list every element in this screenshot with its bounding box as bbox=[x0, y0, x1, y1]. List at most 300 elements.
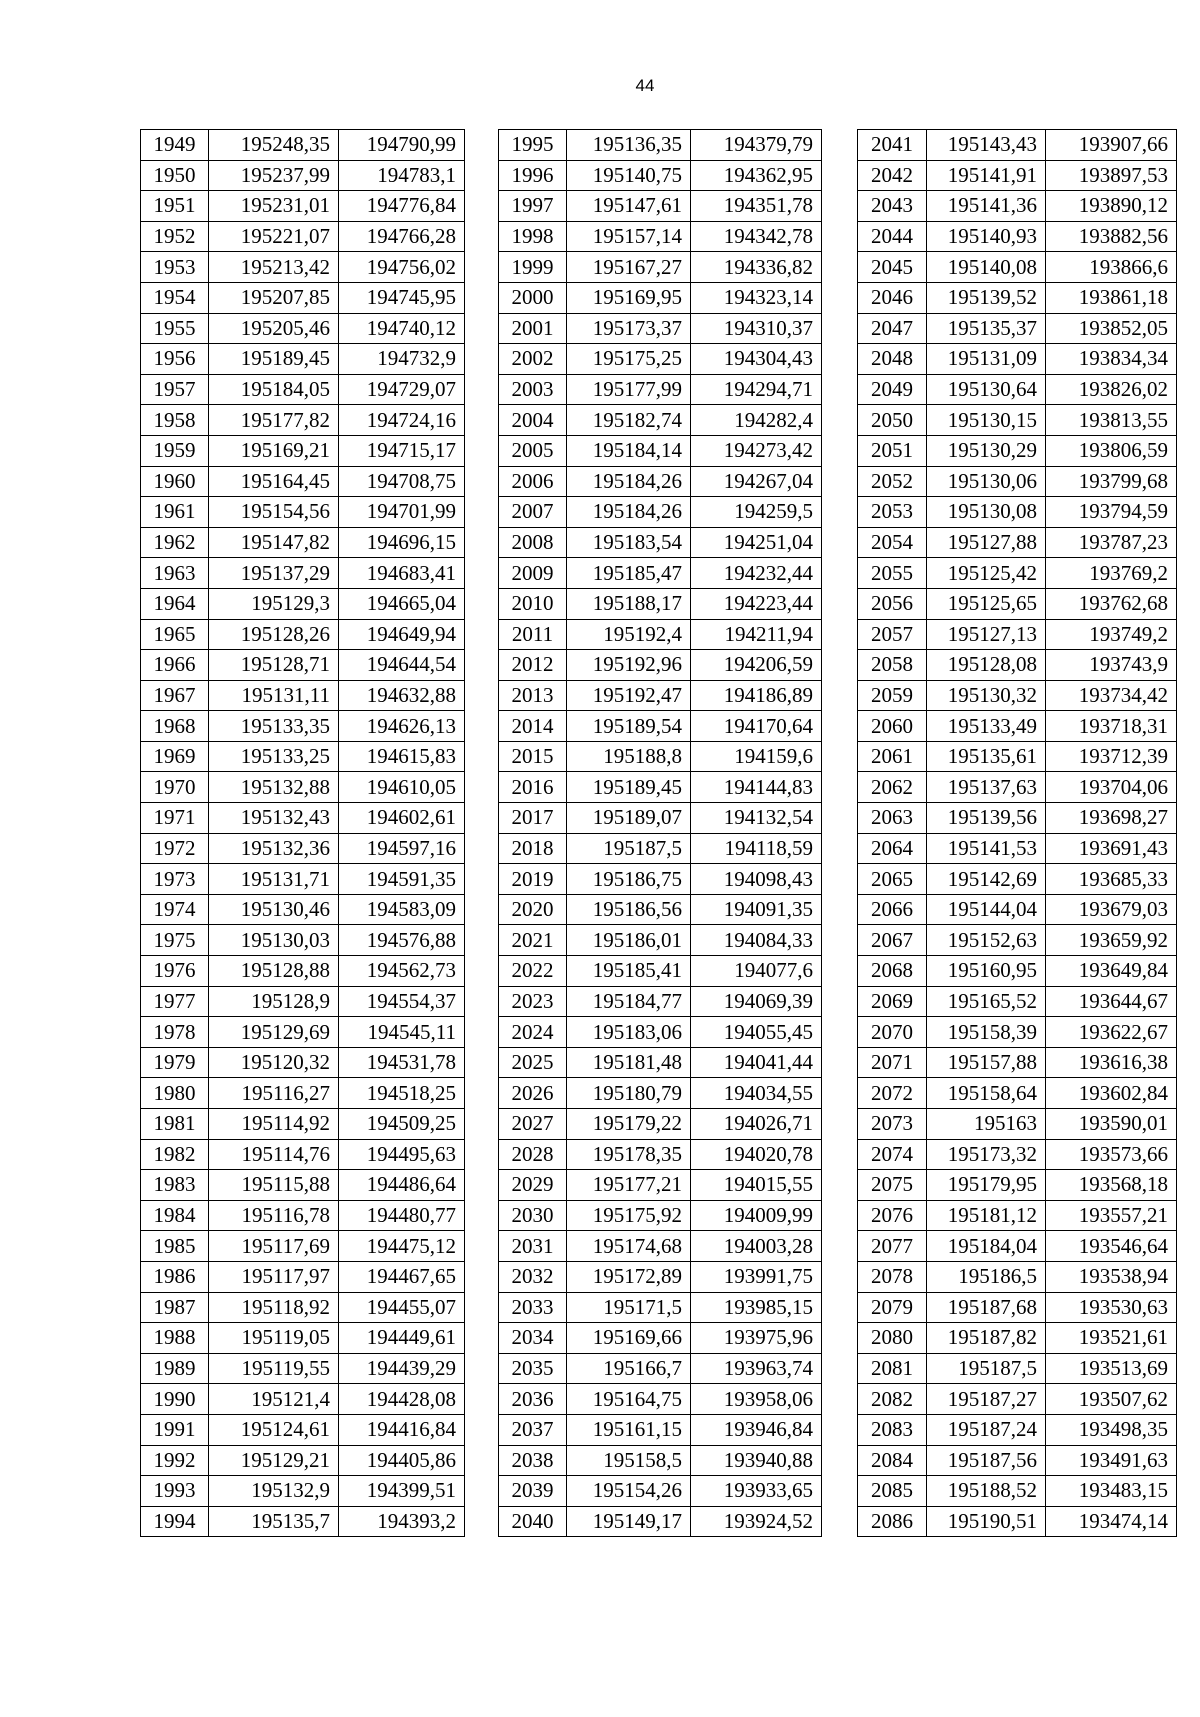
value-cell-1: 195133,49 bbox=[927, 711, 1046, 742]
value-cell-2: 193698,27 bbox=[1046, 803, 1177, 834]
value-cell-1: 195174,68 bbox=[567, 1231, 691, 1262]
table-row bbox=[141, 833, 465, 864]
value-cell-2: 194790,99 bbox=[339, 130, 465, 161]
year-cell: 2067 bbox=[858, 925, 927, 956]
value-cell-1: 195187,68 bbox=[927, 1292, 1046, 1323]
table-row bbox=[499, 1078, 822, 1109]
table-row bbox=[141, 1231, 465, 1262]
table-row bbox=[499, 1200, 822, 1231]
year-cell: 1997 bbox=[499, 191, 567, 222]
year-cell: 2010 bbox=[499, 588, 567, 619]
year-cell: 1972 bbox=[141, 833, 209, 864]
table-row bbox=[499, 1017, 822, 1048]
table-row bbox=[858, 160, 1177, 191]
table-row bbox=[141, 497, 465, 528]
table-row bbox=[858, 894, 1177, 925]
value-cell-1: 195192,96 bbox=[567, 650, 691, 681]
data-table-3 bbox=[857, 129, 1177, 1537]
year-cell: 2066 bbox=[858, 894, 927, 925]
value-cell-1: 195189,45 bbox=[567, 772, 691, 803]
value-cell-2: 193813,55 bbox=[1046, 405, 1177, 436]
year-cell: 2013 bbox=[499, 680, 567, 711]
table-row bbox=[858, 1139, 1177, 1170]
table-row bbox=[499, 130, 822, 161]
year-cell: 2031 bbox=[499, 1231, 567, 1262]
value-cell-1: 195128,9 bbox=[209, 986, 339, 1017]
value-cell-2: 194098,43 bbox=[691, 864, 822, 895]
table-row bbox=[858, 130, 1177, 161]
value-cell-1: 195137,63 bbox=[927, 772, 1046, 803]
value-cell-2: 194597,16 bbox=[339, 833, 465, 864]
value-cell-1: 195127,13 bbox=[927, 619, 1046, 650]
year-cell: 2008 bbox=[499, 527, 567, 558]
value-cell-2: 194020,78 bbox=[691, 1139, 822, 1170]
table-row bbox=[141, 1292, 465, 1323]
year-cell: 1969 bbox=[141, 741, 209, 772]
table-row bbox=[858, 405, 1177, 436]
year-cell: 2003 bbox=[499, 374, 567, 405]
table-row bbox=[858, 1292, 1177, 1323]
year-cell: 1963 bbox=[141, 558, 209, 589]
year-cell: 2004 bbox=[499, 405, 567, 436]
value-cell-1: 195115,88 bbox=[209, 1170, 339, 1201]
year-cell: 2035 bbox=[499, 1353, 567, 1384]
value-cell-1: 195130,64 bbox=[927, 374, 1046, 405]
year-cell: 1998 bbox=[499, 221, 567, 252]
table-row bbox=[141, 130, 465, 161]
value-cell-2: 194740,12 bbox=[339, 313, 465, 344]
value-cell-1: 195135,37 bbox=[927, 313, 1046, 344]
year-cell: 1960 bbox=[141, 466, 209, 497]
value-cell-2: 194026,71 bbox=[691, 1109, 822, 1140]
value-cell-1: 195248,35 bbox=[209, 130, 339, 161]
year-cell: 2038 bbox=[499, 1445, 567, 1476]
value-cell-2: 193749,2 bbox=[1046, 619, 1177, 650]
year-cell: 1955 bbox=[141, 313, 209, 344]
value-cell-2: 193852,05 bbox=[1046, 313, 1177, 344]
table-row bbox=[499, 1292, 822, 1323]
value-cell-1: 195165,52 bbox=[927, 986, 1046, 1017]
value-cell-2: 194615,83 bbox=[339, 741, 465, 772]
value-cell-2: 194186,89 bbox=[691, 680, 822, 711]
value-cell-2: 193963,74 bbox=[691, 1353, 822, 1384]
value-cell-1: 195147,61 bbox=[567, 191, 691, 222]
value-cell-2: 193538,94 bbox=[1046, 1261, 1177, 1292]
table-row bbox=[141, 344, 465, 375]
value-cell-2: 194449,61 bbox=[339, 1323, 465, 1354]
table-row bbox=[858, 1323, 1177, 1354]
year-cell: 2079 bbox=[858, 1292, 927, 1323]
table-row bbox=[858, 956, 1177, 987]
value-cell-2: 194644,54 bbox=[339, 650, 465, 681]
table-row bbox=[141, 1139, 465, 1170]
year-cell: 2007 bbox=[499, 497, 567, 528]
value-cell-2: 194041,44 bbox=[691, 1047, 822, 1078]
value-cell-1: 195129,69 bbox=[209, 1017, 339, 1048]
table-row bbox=[499, 1476, 822, 1507]
value-cell-2: 194576,88 bbox=[339, 925, 465, 956]
year-cell: 1982 bbox=[141, 1139, 209, 1170]
value-cell-2: 193985,15 bbox=[691, 1292, 822, 1323]
value-cell-1: 195130,46 bbox=[209, 894, 339, 925]
value-cell-2: 193622,67 bbox=[1046, 1017, 1177, 1048]
year-cell: 2023 bbox=[499, 986, 567, 1017]
table-row bbox=[499, 1506, 822, 1537]
year-cell: 2063 bbox=[858, 803, 927, 834]
value-cell-2: 194223,44 bbox=[691, 588, 822, 619]
value-cell-1: 195173,32 bbox=[927, 1139, 1046, 1170]
year-cell: 2002 bbox=[499, 344, 567, 375]
value-cell-2: 194351,78 bbox=[691, 191, 822, 222]
value-cell-1: 195125,65 bbox=[927, 588, 1046, 619]
year-cell: 2050 bbox=[858, 405, 927, 436]
value-cell-2: 194776,84 bbox=[339, 191, 465, 222]
table-row bbox=[858, 1445, 1177, 1476]
value-cell-2: 193882,56 bbox=[1046, 221, 1177, 252]
value-cell-1: 195189,54 bbox=[567, 711, 691, 742]
table-row bbox=[141, 1506, 465, 1537]
table-row bbox=[858, 1078, 1177, 1109]
year-cell: 2072 bbox=[858, 1078, 927, 1109]
value-cell-2: 194132,54 bbox=[691, 803, 822, 834]
table-row bbox=[141, 1078, 465, 1109]
year-cell: 1981 bbox=[141, 1109, 209, 1140]
year-cell: 1951 bbox=[141, 191, 209, 222]
year-cell: 2084 bbox=[858, 1445, 927, 1476]
table-row bbox=[858, 191, 1177, 222]
year-cell: 2037 bbox=[499, 1414, 567, 1445]
value-cell-2: 194282,4 bbox=[691, 405, 822, 436]
table-row bbox=[141, 1384, 465, 1415]
table-row bbox=[499, 864, 822, 895]
value-cell-1: 195187,82 bbox=[927, 1323, 1046, 1354]
value-cell-1: 195188,8 bbox=[567, 741, 691, 772]
year-cell: 1995 bbox=[499, 130, 567, 161]
year-cell: 1988 bbox=[141, 1323, 209, 1354]
table-row bbox=[499, 497, 822, 528]
value-cell-1: 195184,77 bbox=[567, 986, 691, 1017]
year-cell: 1959 bbox=[141, 435, 209, 466]
value-cell-1: 195140,08 bbox=[927, 252, 1046, 283]
page-number: 44 bbox=[635, 76, 655, 95]
year-cell: 2053 bbox=[858, 497, 927, 528]
value-cell-1: 195173,37 bbox=[567, 313, 691, 344]
value-cell-2: 194362,95 bbox=[691, 160, 822, 191]
year-cell: 2077 bbox=[858, 1231, 927, 1262]
value-cell-2: 194399,51 bbox=[339, 1476, 465, 1507]
table-row bbox=[499, 1414, 822, 1445]
year-cell: 1976 bbox=[141, 956, 209, 987]
year-cell: 2042 bbox=[858, 160, 927, 191]
value-cell-1: 195175,25 bbox=[567, 344, 691, 375]
value-cell-2: 194495,63 bbox=[339, 1139, 465, 1170]
table-row bbox=[499, 803, 822, 834]
value-cell-1: 195185,41 bbox=[567, 956, 691, 987]
value-cell-2: 194273,42 bbox=[691, 435, 822, 466]
value-cell-2: 194015,55 bbox=[691, 1170, 822, 1201]
value-cell-2: 193826,02 bbox=[1046, 374, 1177, 405]
value-cell-2: 194509,25 bbox=[339, 1109, 465, 1140]
value-cell-2: 194003,28 bbox=[691, 1231, 822, 1262]
value-cell-2: 193794,59 bbox=[1046, 497, 1177, 528]
year-cell: 2043 bbox=[858, 191, 927, 222]
year-cell: 1980 bbox=[141, 1078, 209, 1109]
value-cell-1: 195163 bbox=[927, 1109, 1046, 1140]
value-cell-2: 193799,68 bbox=[1046, 466, 1177, 497]
table-row bbox=[858, 1353, 1177, 1384]
year-cell: 1957 bbox=[141, 374, 209, 405]
value-cell-2: 193704,06 bbox=[1046, 772, 1177, 803]
table-row bbox=[499, 1231, 822, 1262]
table-row bbox=[499, 650, 822, 681]
value-cell-1: 195183,54 bbox=[567, 527, 691, 558]
value-cell-2: 194518,25 bbox=[339, 1078, 465, 1109]
year-cell: 2046 bbox=[858, 282, 927, 313]
value-cell-2: 193975,96 bbox=[691, 1323, 822, 1354]
table-row bbox=[499, 894, 822, 925]
table-row bbox=[499, 833, 822, 864]
value-cell-2: 194665,04 bbox=[339, 588, 465, 619]
table-row bbox=[858, 1231, 1177, 1262]
value-cell-1: 195130,15 bbox=[927, 405, 1046, 436]
table-row bbox=[499, 772, 822, 803]
value-cell-2: 194745,95 bbox=[339, 282, 465, 313]
value-cell-1: 195187,27 bbox=[927, 1384, 1046, 1415]
value-cell-2: 193659,92 bbox=[1046, 925, 1177, 956]
year-cell: 2025 bbox=[499, 1047, 567, 1078]
value-cell-1: 195139,52 bbox=[927, 282, 1046, 313]
value-cell-1: 195158,5 bbox=[567, 1445, 691, 1476]
table-row bbox=[141, 650, 465, 681]
table-row bbox=[499, 986, 822, 1017]
year-cell: 2085 bbox=[858, 1476, 927, 1507]
table-row bbox=[141, 741, 465, 772]
table-row bbox=[141, 588, 465, 619]
table-row bbox=[858, 527, 1177, 558]
table-row bbox=[858, 619, 1177, 650]
value-cell-2: 194267,04 bbox=[691, 466, 822, 497]
table-row bbox=[141, 527, 465, 558]
table-row bbox=[141, 619, 465, 650]
value-cell-1: 195169,21 bbox=[209, 435, 339, 466]
value-cell-2: 194118,59 bbox=[691, 833, 822, 864]
value-cell-1: 195184,14 bbox=[567, 435, 691, 466]
table-row bbox=[141, 1445, 465, 1476]
table-row bbox=[141, 221, 465, 252]
value-cell-1: 195181,12 bbox=[927, 1200, 1046, 1231]
value-cell-1: 195189,07 bbox=[567, 803, 691, 834]
value-cell-2: 194545,11 bbox=[339, 1017, 465, 1048]
year-cell: 1956 bbox=[141, 344, 209, 375]
year-cell: 2045 bbox=[858, 252, 927, 283]
value-cell-1: 195132,88 bbox=[209, 772, 339, 803]
year-cell: 1973 bbox=[141, 864, 209, 895]
value-cell-1: 195128,71 bbox=[209, 650, 339, 681]
year-cell: 1989 bbox=[141, 1353, 209, 1384]
table-row bbox=[141, 160, 465, 191]
value-cell-1: 195181,48 bbox=[567, 1047, 691, 1078]
table-row bbox=[858, 650, 1177, 681]
value-cell-1: 195169,95 bbox=[567, 282, 691, 313]
year-cell: 2000 bbox=[499, 282, 567, 313]
table-row bbox=[141, 1047, 465, 1078]
year-cell: 2026 bbox=[499, 1078, 567, 1109]
value-cell-1: 195179,95 bbox=[927, 1170, 1046, 1201]
value-cell-2: 193602,84 bbox=[1046, 1078, 1177, 1109]
year-cell: 1953 bbox=[141, 252, 209, 283]
year-cell: 1968 bbox=[141, 711, 209, 742]
table-row bbox=[499, 588, 822, 619]
value-cell-1: 195119,55 bbox=[209, 1353, 339, 1384]
value-cell-1: 195137,29 bbox=[209, 558, 339, 589]
value-cell-2: 194170,64 bbox=[691, 711, 822, 742]
value-cell-2: 194077,6 bbox=[691, 956, 822, 987]
table-row bbox=[141, 313, 465, 344]
year-cell: 2075 bbox=[858, 1170, 927, 1201]
value-cell-2: 194034,55 bbox=[691, 1078, 822, 1109]
table-row bbox=[858, 435, 1177, 466]
table-row bbox=[141, 894, 465, 925]
table-row bbox=[858, 588, 1177, 619]
value-cell-1: 195184,26 bbox=[567, 497, 691, 528]
year-cell: 2001 bbox=[499, 313, 567, 344]
value-cell-2: 193861,18 bbox=[1046, 282, 1177, 313]
year-cell: 1990 bbox=[141, 1384, 209, 1415]
value-cell-1: 195158,64 bbox=[927, 1078, 1046, 1109]
value-cell-1: 195141,36 bbox=[927, 191, 1046, 222]
value-cell-1: 195175,92 bbox=[567, 1200, 691, 1231]
year-cell: 2024 bbox=[499, 1017, 567, 1048]
table-row bbox=[141, 925, 465, 956]
value-cell-1: 195158,39 bbox=[927, 1017, 1046, 1048]
value-cell-1: 195127,88 bbox=[927, 527, 1046, 558]
value-cell-1: 195179,22 bbox=[567, 1109, 691, 1140]
year-cell: 1991 bbox=[141, 1414, 209, 1445]
value-cell-2: 194439,29 bbox=[339, 1353, 465, 1384]
table-row bbox=[858, 313, 1177, 344]
value-cell-1: 195131,09 bbox=[927, 344, 1046, 375]
value-cell-2: 193573,66 bbox=[1046, 1139, 1177, 1170]
year-cell: 1999 bbox=[499, 252, 567, 283]
table-row bbox=[858, 803, 1177, 834]
year-cell: 2076 bbox=[858, 1200, 927, 1231]
value-cell-1: 195144,04 bbox=[927, 894, 1046, 925]
value-cell-1: 195186,75 bbox=[567, 864, 691, 895]
value-cell-2: 193644,67 bbox=[1046, 986, 1177, 1017]
value-cell-2: 194428,08 bbox=[339, 1384, 465, 1415]
table-row bbox=[499, 711, 822, 742]
value-cell-2: 194467,65 bbox=[339, 1261, 465, 1292]
year-cell: 2070 bbox=[858, 1017, 927, 1048]
table-row bbox=[858, 864, 1177, 895]
table-row bbox=[499, 282, 822, 313]
value-cell-2: 194562,73 bbox=[339, 956, 465, 987]
value-cell-2: 194294,71 bbox=[691, 374, 822, 405]
value-cell-2: 193530,63 bbox=[1046, 1292, 1177, 1323]
value-cell-2: 193679,03 bbox=[1046, 894, 1177, 925]
table-row bbox=[858, 772, 1177, 803]
table-row bbox=[499, 1261, 822, 1292]
table-row bbox=[858, 1047, 1177, 1078]
value-cell-2: 194531,78 bbox=[339, 1047, 465, 1078]
value-cell-1: 195147,82 bbox=[209, 527, 339, 558]
table-row bbox=[499, 252, 822, 283]
value-cell-2: 194310,37 bbox=[691, 313, 822, 344]
value-cell-2: 194610,05 bbox=[339, 772, 465, 803]
value-cell-1: 195187,5 bbox=[567, 833, 691, 864]
year-cell: 1967 bbox=[141, 680, 209, 711]
value-cell-1: 195132,43 bbox=[209, 803, 339, 834]
value-cell-1: 195187,5 bbox=[927, 1353, 1046, 1384]
year-cell: 2006 bbox=[499, 466, 567, 497]
value-cell-1: 195180,79 bbox=[567, 1078, 691, 1109]
value-cell-2: 194756,02 bbox=[339, 252, 465, 283]
value-cell-2: 194144,83 bbox=[691, 772, 822, 803]
value-cell-2: 194211,94 bbox=[691, 619, 822, 650]
table-row bbox=[858, 711, 1177, 742]
table-row bbox=[858, 986, 1177, 1017]
table-row bbox=[141, 772, 465, 803]
year-cell: 2060 bbox=[858, 711, 927, 742]
year-cell: 1958 bbox=[141, 405, 209, 436]
value-cell-1: 195117,97 bbox=[209, 1261, 339, 1292]
year-cell: 2083 bbox=[858, 1414, 927, 1445]
year-cell: 1996 bbox=[499, 160, 567, 191]
table-row bbox=[858, 1476, 1177, 1507]
table-row bbox=[141, 558, 465, 589]
value-cell-2: 194708,75 bbox=[339, 466, 465, 497]
year-cell: 2064 bbox=[858, 833, 927, 864]
value-cell-1: 195119,05 bbox=[209, 1323, 339, 1354]
year-cell: 2080 bbox=[858, 1323, 927, 1354]
year-cell: 1984 bbox=[141, 1200, 209, 1231]
table-row bbox=[141, 864, 465, 895]
year-cell: 2082 bbox=[858, 1384, 927, 1415]
year-cell: 2040 bbox=[499, 1506, 567, 1537]
year-cell: 2018 bbox=[499, 833, 567, 864]
value-cell-2: 193958,06 bbox=[691, 1384, 822, 1415]
table-row bbox=[499, 374, 822, 405]
value-cell-1: 195213,42 bbox=[209, 252, 339, 283]
value-cell-1: 195186,5 bbox=[927, 1261, 1046, 1292]
table-row bbox=[858, 1384, 1177, 1415]
year-cell: 2055 bbox=[858, 558, 927, 589]
value-cell-1: 195157,14 bbox=[567, 221, 691, 252]
value-cell-1: 195133,35 bbox=[209, 711, 339, 742]
value-cell-2: 194455,07 bbox=[339, 1292, 465, 1323]
value-cell-2: 194416,84 bbox=[339, 1414, 465, 1445]
value-cell-1: 195149,17 bbox=[567, 1506, 691, 1537]
value-cell-1: 195189,45 bbox=[209, 344, 339, 375]
year-cell: 1992 bbox=[141, 1445, 209, 1476]
value-cell-1: 195128,88 bbox=[209, 956, 339, 987]
value-cell-2: 193806,59 bbox=[1046, 435, 1177, 466]
value-cell-1: 195172,89 bbox=[567, 1261, 691, 1292]
value-cell-2: 194055,45 bbox=[691, 1017, 822, 1048]
year-cell: 2022 bbox=[499, 956, 567, 987]
table-row bbox=[141, 405, 465, 436]
value-cell-1: 195161,15 bbox=[567, 1414, 691, 1445]
year-cell: 2030 bbox=[499, 1200, 567, 1231]
table-row bbox=[499, 680, 822, 711]
value-cell-1: 195132,9 bbox=[209, 1476, 339, 1507]
table-row bbox=[141, 956, 465, 987]
value-cell-2: 193734,42 bbox=[1046, 680, 1177, 711]
table-row bbox=[499, 1139, 822, 1170]
data-table-2 bbox=[498, 129, 822, 1537]
table-row bbox=[499, 1109, 822, 1140]
year-cell: 2048 bbox=[858, 344, 927, 375]
